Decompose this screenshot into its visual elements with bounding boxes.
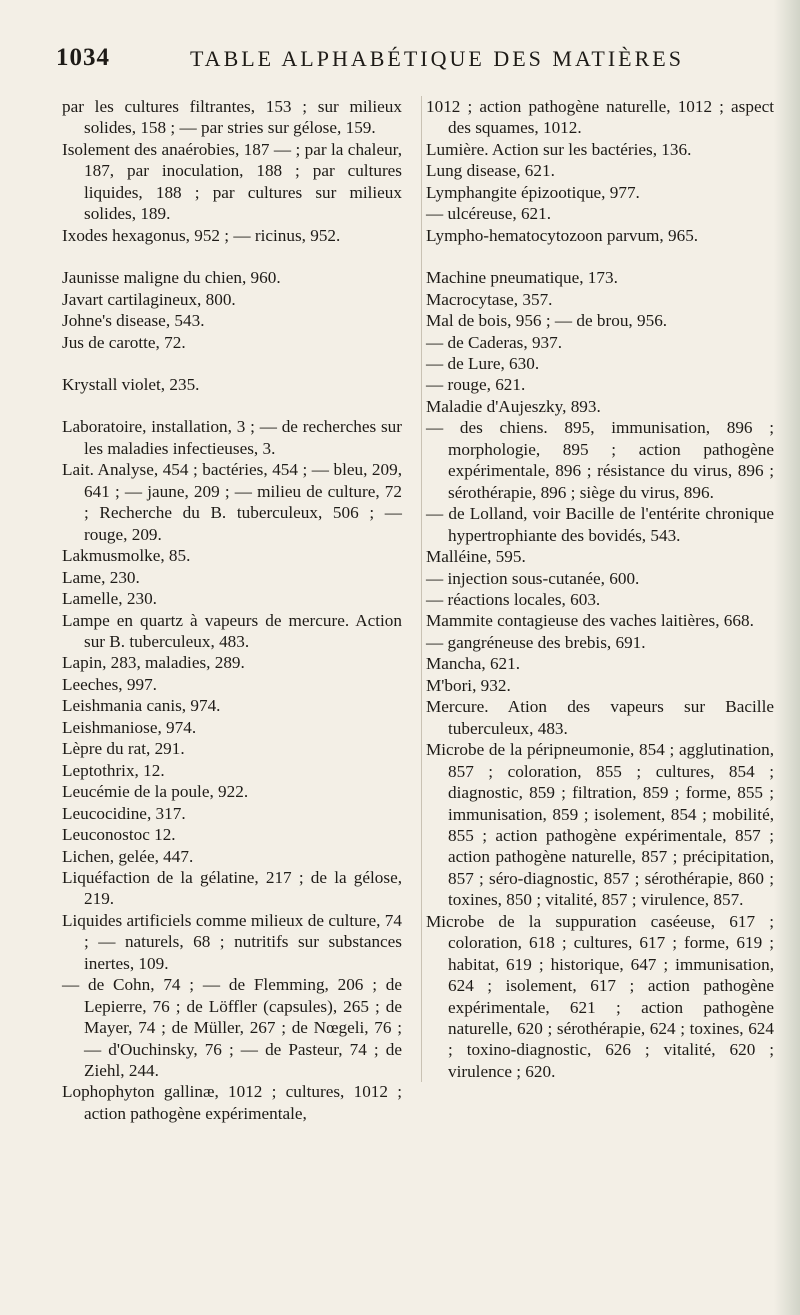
index-entry: Liquéfaction de la gélatine, 217 ; de la gélose, 219.	[62, 867, 402, 909]
index-entry: Mancha, 621.	[426, 654, 521, 674]
index-entry: Machine pneumatique, 173.	[426, 268, 618, 288]
index-entry: Mammite contagieuse des vaches laitières, 668.	[426, 611, 754, 631]
index-entry: — gangréneuse des brebis, 691.	[426, 632, 646, 652]
index-entry: — rouge, 621.	[426, 375, 526, 395]
index-entry: Laboratoire, installation, 3 ; — de recherches sur les maladies infectieuses, 3.	[62, 417, 402, 458]
index-entry: Ixodes hexagonus, 952 ; — ricinus, 952.	[62, 225, 341, 245]
index-entry: Johne's disease, 543.	[62, 311, 205, 331]
index-entry: Liquides artificiels comme milieux de culture, 74 ; — naturels, 68 ; nutritifs sur substances inertes, 109.	[62, 910, 402, 973]
index-entry: — réactions locales, 603.	[426, 589, 601, 609]
index-entry: Leptothrix, 12.	[62, 760, 165, 780]
index-entry: — de Cohn, 74 ; — de Flemming, 206 ; de Lepierre, 76 ; de Löffler (capsules), 265 ; de Mayer, 74 ; de Müller, 267 ; de Nœgeli, 76 ; — d'Ouchinsky, 76 ; — de Pasteur, 74 ; de Ziehl, 244.	[62, 975, 402, 1081]
index-entry: Isolement des anaérobies, 187 — ; par la chaleur, 187, par inoculation, 188 ; par cultures liquides, 188 ; par cultures sur milieux solides, 189.	[62, 139, 402, 224]
index-entry: — de Lure, 630.	[426, 353, 540, 373]
index-entry: Lumière. Action sur les bactéries, 136.	[426, 139, 692, 159]
index-entry: — de Lolland, voir Bacille de l'entérite chronique hypertrophiante des bovidés, 543.	[426, 504, 774, 545]
index-entry: Leishmaniose, 974.	[62, 717, 197, 737]
index-entry: Lampe en quartz à vapeurs de mercure. Action sur B. tuberculeux, 483.	[62, 610, 402, 651]
index-entry: Lichen, gelée, 447.	[62, 846, 194, 866]
left-column	[62, 96, 402, 1124]
index-entry: Lakmusmolke, 85.	[62, 546, 191, 566]
index-entry: Lung disease, 621.	[426, 161, 555, 181]
index-entry: Microbe de la suppuration caséeuse, 617 ; coloration, 618 ; cultures, 617 ; forme, 619 ; habitat, 619 ; historique, 647 ; immunisation, 624 ; isolement, 617 ; action pathogène expérimentale, 621 ; action pathogène naturelle, 620 ; sérothérapie, 624 ; toxines, 624 ; toxino-diagnostic, 626 ; vitalité, 620 ; virulence ; 620.	[426, 911, 774, 1081]
index-entry: Lame, 230.	[62, 567, 140, 587]
index-entry: Leishmania canis, 974.	[62, 696, 221, 716]
page-number: 1034	[56, 44, 110, 71]
running-title: TABLE ALPHABÉTIQUE DES MATIÈRES	[190, 46, 684, 71]
index-entry: Jus de carotte, 72.	[62, 332, 186, 352]
index-entry: Lymphangite épizootique, 977.	[426, 182, 640, 202]
index-entry: Leeches, 997.	[62, 674, 157, 694]
index-entry: Leucocidine, 317.	[62, 803, 186, 823]
page-edge-shadow	[774, 0, 800, 1315]
index-entry: par les cultures filtrantes, 153 ; sur milieux solides, 158 ; — par stries sur gélose, 159.	[62, 97, 402, 138]
index-entry: Lympho-hematocytozoon parvum, 965.	[426, 225, 699, 245]
index-entry: — de Caderas, 937.	[426, 332, 563, 352]
index-entry: 1012 ; action pathogène naturelle, 1012 ; aspect des squames, 1012.	[426, 97, 774, 138]
index-entry: Maladie d'Aujeszky, 893.	[426, 396, 601, 416]
index-entry: Lophophyton gallinæ, 1012 ; cultures, 1012 ; action pathogène expérimentale,	[62, 1082, 402, 1123]
spacer	[62, 246, 402, 267]
index-entry: Mal de bois, 956 ; — de brou, 956.	[426, 311, 668, 331]
index-entry: Mercure. Ation des vapeurs sur Bacille tuberculeux, 483.	[426, 697, 774, 738]
index-entry: — ulcéreuse, 621.	[426, 204, 552, 224]
index-entry: — injection sous-cutanée, 600.	[426, 568, 640, 588]
index-entry: Leucémie de la poule, 922.	[62, 782, 249, 802]
index-entry: Leuconostoc 12.	[62, 825, 176, 845]
index-entry: Macrocytase, 357.	[426, 289, 553, 309]
index-entry: Lait. Analyse, 454 ; bactéries, 454 ; — bleu, 209, 641 ; — jaune, 209 ; — milieu de culture, 72 ; Recherche du B. tuberculeux, 506 ; — rouge, 209.	[62, 460, 402, 544]
index-entry: Malléine, 595.	[426, 547, 526, 567]
index-entry: — des chiens. 895, immunisation, 896 ; morphologie, 895 ; action pathogène expérimentale, 896 ; résistance du virus, 896 ; sérothérapie, 896 ; siège du virus, 896.	[426, 418, 774, 502]
index-entry: Javart cartilagineux, 800.	[62, 289, 236, 309]
index-entry: Lèpre du rat, 291.	[62, 739, 185, 759]
index-entry: Lamelle, 230.	[62, 589, 157, 609]
index-entry: M'bori, 932.	[426, 675, 511, 695]
right-column	[421, 96, 774, 1082]
spacer	[62, 395, 402, 416]
index-entry: Krystall violet, 235.	[62, 374, 200, 394]
index-entry: Microbe de la péripneumonie, 854 ; agglutination, 857 ; coloration, 855 ; cultures, 854 ; diagnostic, 859 ; filtration, 859 ; forme, 855 ; immunisation, 859 ; isolement, 854 ; mobilité, 855 ; action pathogène expérimentale, 857 ; action pathogène naturelle, 857 ; précipitation, 857 ; séro-diagnostic, 857 ; sérothérapie, 860 ; toxines, 850 ; vitalité, 857 ; virulence, 857.	[426, 740, 774, 910]
spacer	[426, 246, 774, 267]
index-entry: Lapin, 283, maladies, 289.	[62, 653, 245, 673]
index-entry: Jaunisse maligne du chien, 960.	[62, 268, 281, 288]
page-header	[0, 0, 800, 100]
spacer	[62, 353, 402, 374]
